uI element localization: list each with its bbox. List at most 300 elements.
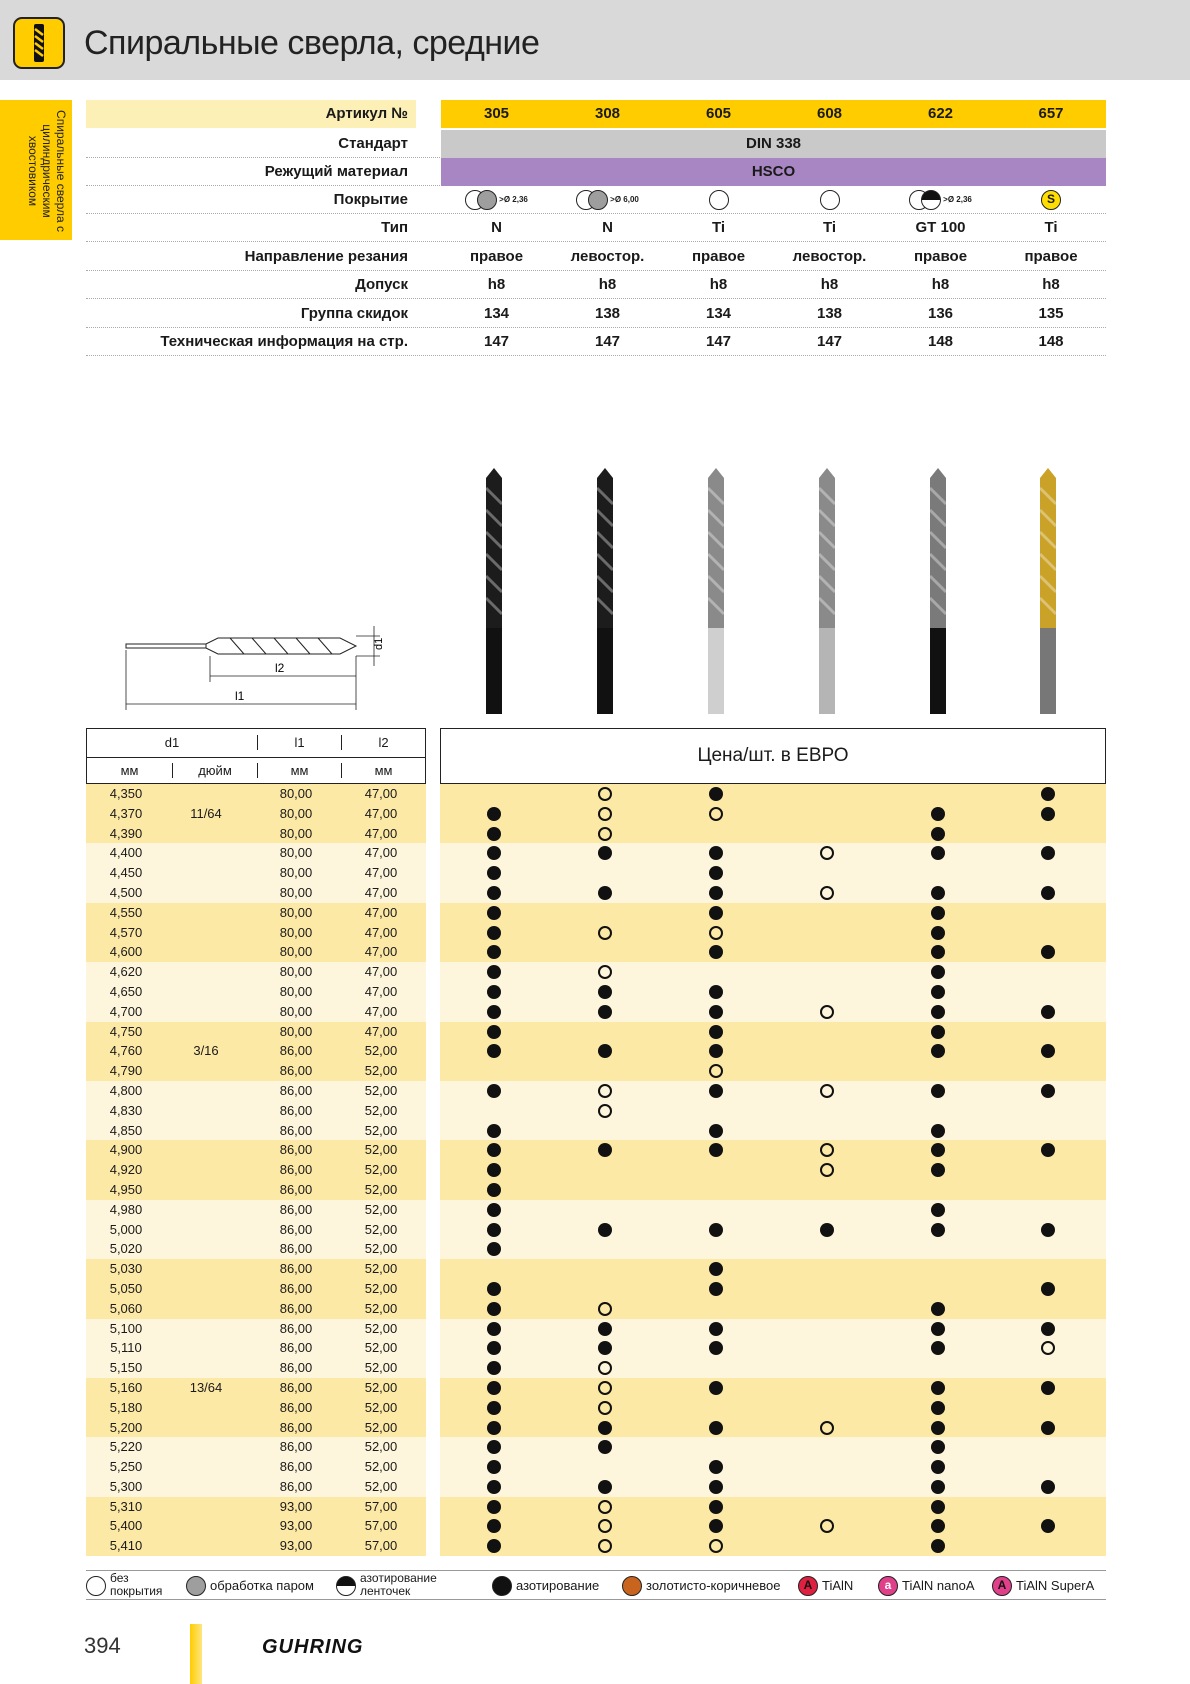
in-stock-dot-icon[interactable] — [487, 1401, 501, 1415]
length-l2: 52,00 — [364, 1478, 398, 1494]
in-stock-dot-icon[interactable] — [709, 1460, 723, 1474]
in-stock-dot-icon[interactable] — [598, 1480, 612, 1494]
in-stock-dot-icon[interactable] — [931, 1341, 945, 1355]
in-stock-dot-icon[interactable] — [709, 906, 723, 920]
table-row — [86, 883, 1106, 903]
in-stock-dot-icon[interactable] — [598, 1440, 612, 1454]
availability-cells — [440, 1041, 1106, 1061]
header-l2: l2 — [341, 735, 425, 750]
length-l2: 52,00 — [364, 1399, 398, 1415]
length-l2: 52,00 — [364, 1122, 398, 1138]
dimension-cells — [86, 1239, 426, 1259]
in-stock-dot-icon[interactable] — [931, 945, 945, 959]
dimension-cells — [86, 1319, 426, 1339]
available-circle-icon[interactable] — [598, 1104, 612, 1118]
availability-cells — [440, 843, 1106, 863]
in-stock-dot-icon[interactable] — [598, 886, 612, 900]
table-row — [86, 843, 1106, 863]
article-308[interactable]: 308 — [552, 100, 663, 128]
diameter-mm: 4,800 — [109, 1082, 143, 1098]
in-stock-dot-icon[interactable] — [487, 965, 501, 979]
length-l2: 47,00 — [364, 983, 398, 999]
l1-label: l1 — [235, 689, 245, 703]
table-row — [86, 1516, 1106, 1536]
diameter-mm: 4,700 — [109, 1003, 143, 1019]
table-row — [86, 1259, 1106, 1279]
in-stock-dot-icon[interactable] — [1041, 1480, 1055, 1494]
in-stock-dot-icon[interactable] — [931, 906, 945, 920]
table-row — [86, 1338, 1106, 1358]
unit-d1-mm: мм — [120, 763, 139, 778]
table-row — [86, 1200, 1106, 1220]
in-stock-dot-icon[interactable] — [598, 985, 612, 999]
dimension-cells — [86, 1516, 426, 1536]
dimension-cells — [86, 863, 426, 883]
available-circle-icon[interactable] — [598, 807, 612, 821]
availability-cells — [440, 1358, 1106, 1378]
diameter-mm: 5,160 — [109, 1379, 143, 1395]
availability-cells — [440, 1101, 1106, 1121]
length-l2: 52,00 — [364, 1043, 398, 1059]
spec-row-coating — [86, 186, 1106, 214]
land-nitrided-icon — [921, 190, 941, 210]
in-stock-dot-icon[interactable] — [709, 1044, 723, 1058]
length-l1: 86,00 — [279, 1280, 313, 1296]
in-stock-dot-icon[interactable] — [931, 807, 945, 821]
in-stock-dot-icon[interactable] — [709, 1421, 723, 1435]
discount-657: 135 — [1038, 305, 1064, 322]
spec-label-standard: Стандарт — [338, 135, 408, 152]
spec-label-techinfo: Техническая информация на стр. — [160, 333, 408, 350]
in-stock-dot-icon[interactable] — [487, 1421, 501, 1435]
length-l2: 52,00 — [364, 1102, 398, 1118]
availability-cells — [440, 942, 1106, 962]
availability-cells — [440, 1319, 1106, 1339]
in-stock-dot-icon[interactable] — [487, 1242, 501, 1256]
in-stock-dot-icon[interactable] — [487, 1124, 501, 1138]
uncoated-icon — [820, 190, 840, 210]
availability-cells — [440, 1457, 1106, 1477]
length-l2: 52,00 — [364, 1082, 398, 1098]
techinfo-608[interactable]: 147 — [816, 333, 843, 350]
in-stock-dot-icon[interactable] — [487, 827, 501, 841]
in-stock-dot-icon[interactable] — [931, 1005, 945, 1019]
article-622[interactable]: 622 — [885, 100, 996, 128]
uncoated-icon — [86, 1576, 106, 1596]
available-circle-icon[interactable] — [820, 1163, 834, 1177]
table-row — [86, 923, 1106, 943]
tolerance-605: h8 — [709, 276, 728, 293]
in-stock-dot-icon[interactable] — [487, 926, 501, 940]
dimension-cells — [86, 962, 426, 982]
available-circle-icon[interactable] — [598, 1381, 612, 1395]
in-stock-dot-icon[interactable] — [598, 1143, 612, 1157]
in-stock-dot-icon[interactable] — [709, 1005, 723, 1019]
in-stock-dot-icon[interactable] — [1041, 807, 1055, 821]
diameter-mm: 4,620 — [109, 964, 143, 980]
in-stock-dot-icon[interactable] — [598, 1223, 612, 1237]
length-l2: 47,00 — [364, 1023, 398, 1039]
tolerance-622: h8 — [931, 276, 950, 293]
available-circle-icon[interactable] — [820, 1143, 834, 1157]
diameter-mm: 4,760 — [109, 1043, 143, 1059]
in-stock-dot-icon[interactable] — [1041, 1421, 1055, 1435]
spec-row-article — [86, 100, 1106, 128]
in-stock-dot-icon[interactable] — [487, 1005, 501, 1019]
in-stock-dot-icon[interactable] — [598, 1341, 612, 1355]
available-circle-icon[interactable] — [598, 787, 612, 801]
in-stock-dot-icon[interactable] — [1041, 1044, 1055, 1058]
length-l1: 80,00 — [279, 964, 313, 980]
length-l1: 86,00 — [279, 1181, 313, 1197]
in-stock-dot-icon[interactable] — [931, 1203, 945, 1217]
in-stock-dot-icon[interactable] — [709, 1500, 723, 1514]
drill-image — [928, 468, 948, 719]
available-circle-icon[interactable] — [820, 1005, 834, 1019]
in-stock-dot-icon[interactable] — [709, 985, 723, 999]
in-stock-dot-icon[interactable] — [931, 1500, 945, 1514]
legend-golden-label: золотисто-коричневое — [646, 1578, 781, 1593]
article-657[interactable]: 657 — [996, 100, 1106, 128]
length-l2: 47,00 — [364, 786, 398, 801]
in-stock-dot-icon[interactable] — [709, 1143, 723, 1157]
in-stock-dot-icon[interactable] — [931, 1519, 945, 1533]
techinfo-622[interactable]: 148 — [927, 333, 954, 350]
in-stock-dot-icon[interactable] — [1041, 787, 1055, 801]
steam-treated-icon — [186, 1576, 206, 1596]
in-stock-dot-icon[interactable] — [709, 1223, 723, 1237]
length-l1: 80,00 — [279, 924, 313, 940]
available-circle-icon[interactable] — [598, 1401, 612, 1415]
dimension-cells — [86, 923, 426, 943]
in-stock-dot-icon[interactable] — [709, 787, 723, 801]
available-circle-icon[interactable] — [709, 807, 723, 821]
in-stock-dot-icon[interactable] — [709, 1282, 723, 1296]
available-circle-icon[interactable] — [709, 1064, 723, 1078]
in-stock-dot-icon[interactable] — [487, 1203, 501, 1217]
in-stock-dot-icon[interactable] — [931, 1480, 945, 1494]
in-stock-dot-icon[interactable] — [709, 1322, 723, 1336]
techinfo-605[interactable]: 147 — [705, 333, 732, 350]
in-stock-dot-icon[interactable] — [487, 1539, 501, 1553]
length-l2: 52,00 — [364, 1142, 398, 1158]
available-circle-icon[interactable] — [598, 1500, 612, 1514]
spec-label-type: Тип — [381, 219, 408, 236]
diameter-mm: 4,450 — [109, 865, 143, 881]
in-stock-dot-icon[interactable] — [931, 985, 945, 999]
diameter-mm: 5,250 — [109, 1459, 143, 1475]
length-l2: 52,00 — [364, 1439, 398, 1455]
in-stock-dot-icon[interactable] — [487, 807, 501, 821]
diameter-mm: 4,790 — [109, 1063, 143, 1079]
length-l1: 86,00 — [279, 1221, 313, 1237]
in-stock-dot-icon[interactable] — [487, 1519, 501, 1533]
in-stock-dot-icon[interactable] — [931, 1401, 945, 1415]
in-stock-dot-icon[interactable] — [1041, 1084, 1055, 1098]
in-stock-dot-icon[interactable] — [931, 1025, 945, 1039]
in-stock-dot-icon[interactable] — [1041, 846, 1055, 860]
direction-605: правое — [691, 248, 746, 265]
dimension-cells — [86, 1061, 426, 1081]
available-circle-icon[interactable] — [709, 1539, 723, 1553]
length-l1: 86,00 — [279, 1142, 313, 1158]
in-stock-dot-icon[interactable] — [487, 846, 501, 860]
in-stock-dot-icon[interactable] — [487, 1341, 501, 1355]
in-stock-dot-icon[interactable] — [931, 1440, 945, 1454]
in-stock-dot-icon[interactable] — [487, 1084, 501, 1098]
in-stock-dot-icon[interactable] — [709, 866, 723, 880]
discount-608: 138 — [816, 305, 843, 322]
in-stock-dot-icon[interactable] — [487, 1025, 501, 1039]
drill-image — [1038, 468, 1058, 719]
techinfo-657[interactable]: 148 — [1038, 333, 1064, 350]
diameter-mm: 5,030 — [109, 1261, 143, 1277]
length-l2: 47,00 — [364, 1003, 398, 1019]
in-stock-dot-icon[interactable] — [931, 1322, 945, 1336]
in-stock-dot-icon[interactable] — [1041, 1005, 1055, 1019]
length-l2: 47,00 — [364, 845, 398, 861]
dimension-cells — [86, 1338, 426, 1358]
price-header — [440, 728, 1106, 784]
coating-605 — [663, 186, 774, 214]
in-stock-dot-icon[interactable] — [487, 886, 501, 900]
table-row — [86, 1061, 1106, 1081]
in-stock-dot-icon[interactable] — [487, 866, 501, 880]
in-stock-dot-icon[interactable] — [487, 1143, 501, 1157]
dimension-cells — [86, 1299, 426, 1319]
table-row — [86, 1239, 1106, 1259]
in-stock-dot-icon[interactable] — [487, 1480, 501, 1494]
table-row — [86, 903, 1106, 923]
available-circle-icon[interactable] — [820, 846, 834, 860]
table-row — [86, 1220, 1106, 1240]
diameter-mm: 5,410 — [109, 1538, 143, 1554]
in-stock-dot-icon[interactable] — [1041, 945, 1055, 959]
article-605[interactable]: 605 — [663, 100, 774, 128]
available-circle-icon[interactable] — [598, 1361, 612, 1375]
diameter-mm: 4,920 — [109, 1162, 143, 1178]
in-stock-dot-icon[interactable] — [487, 1282, 501, 1296]
footer-accent-bar — [190, 1624, 202, 1684]
in-stock-dot-icon[interactable] — [1041, 1519, 1055, 1533]
in-stock-dot-icon[interactable] — [931, 1381, 945, 1395]
in-stock-dot-icon[interactable] — [1041, 1322, 1055, 1336]
in-stock-dot-icon[interactable] — [931, 1539, 945, 1553]
dimension-cells — [86, 1437, 426, 1457]
length-l2: 52,00 — [364, 1300, 398, 1316]
length-l1: 86,00 — [279, 1419, 313, 1435]
techinfo-308[interactable]: 147 — [594, 333, 621, 350]
available-circle-icon[interactable] — [598, 926, 612, 940]
in-stock-dot-icon[interactable] — [487, 1044, 501, 1058]
in-stock-dot-icon[interactable] — [931, 1302, 945, 1316]
in-stock-dot-icon[interactable] — [931, 1084, 945, 1098]
availability-cells — [440, 863, 1106, 883]
dimension-cells — [86, 1160, 426, 1180]
in-stock-dot-icon[interactable] — [931, 1163, 945, 1177]
available-circle-icon[interactable] — [598, 1539, 612, 1553]
in-stock-dot-icon[interactable] — [709, 846, 723, 860]
length-l2: 57,00 — [364, 1518, 398, 1534]
in-stock-dot-icon[interactable] — [709, 1519, 723, 1533]
coating-305 — [441, 186, 552, 214]
in-stock-dot-icon[interactable] — [487, 1163, 501, 1177]
in-stock-dot-icon[interactable] — [1041, 1143, 1055, 1157]
diameter-mm: 5,150 — [109, 1360, 143, 1376]
length-l1: 86,00 — [279, 1082, 313, 1098]
length-l1: 86,00 — [279, 1379, 313, 1395]
in-stock-dot-icon[interactable] — [487, 906, 501, 920]
available-circle-icon[interactable] — [709, 926, 723, 940]
techinfo-305[interactable]: 147 — [483, 333, 510, 350]
in-stock-dot-icon[interactable] — [931, 846, 945, 860]
in-stock-dot-icon[interactable] — [487, 1322, 501, 1336]
length-l1: 80,00 — [279, 1003, 313, 1019]
table-row — [86, 1319, 1106, 1339]
dimension-cells — [86, 1022, 426, 1042]
in-stock-dot-icon[interactable] — [931, 1124, 945, 1138]
in-stock-dot-icon[interactable] — [487, 1381, 501, 1395]
in-stock-dot-icon[interactable] — [931, 1044, 945, 1058]
in-stock-dot-icon[interactable] — [931, 886, 945, 900]
in-stock-dot-icon[interactable] — [931, 1421, 945, 1435]
available-circle-icon[interactable] — [598, 1084, 612, 1098]
dimension-cells — [86, 1041, 426, 1061]
in-stock-dot-icon[interactable] — [931, 965, 945, 979]
available-circle-icon[interactable] — [820, 886, 834, 900]
length-l1: 86,00 — [279, 1360, 313, 1376]
available-circle-icon[interactable] — [1041, 1341, 1055, 1355]
in-stock-dot-icon[interactable] — [709, 1124, 723, 1138]
in-stock-dot-icon[interactable] — [931, 926, 945, 940]
dimension-cells — [86, 1140, 426, 1160]
diameter-mm: 4,600 — [109, 944, 143, 960]
in-stock-dot-icon[interactable] — [487, 1500, 501, 1514]
in-stock-dot-icon[interactable] — [931, 827, 945, 841]
dimension-cells — [86, 1398, 426, 1418]
in-stock-dot-icon[interactable] — [487, 1361, 501, 1375]
in-stock-dot-icon[interactable] — [1041, 1223, 1055, 1237]
available-circle-icon[interactable] — [820, 1421, 834, 1435]
length-l1: 80,00 — [279, 786, 313, 801]
material-value: HSCO — [441, 158, 1106, 186]
in-stock-dot-icon[interactable] — [709, 945, 723, 959]
in-stock-dot-icon[interactable] — [487, 1183, 501, 1197]
diameter-inch: 13/64 — [189, 1379, 223, 1395]
in-stock-dot-icon[interactable] — [487, 945, 501, 959]
availability-cells — [440, 1279, 1106, 1299]
dimension-cells — [86, 1497, 426, 1517]
in-stock-dot-icon[interactable] — [709, 1262, 723, 1276]
article-608[interactable]: 608 — [774, 100, 885, 128]
length-l2: 52,00 — [364, 1221, 398, 1237]
availability-cells — [440, 1160, 1106, 1180]
diameter-mm: 5,180 — [109, 1399, 143, 1415]
in-stock-dot-icon[interactable] — [709, 1084, 723, 1098]
article-305[interactable]: 305 — [441, 100, 552, 128]
discount-308: 138 — [594, 305, 621, 322]
availability-cells — [440, 883, 1106, 903]
dimension-cells — [86, 883, 426, 903]
in-stock-dot-icon[interactable] — [1041, 1381, 1055, 1395]
availability-cells — [440, 1121, 1106, 1141]
length-l1: 80,00 — [279, 983, 313, 999]
in-stock-dot-icon[interactable] — [487, 1223, 501, 1237]
available-circle-icon[interactable] — [820, 1084, 834, 1098]
diameter-mm: 4,850 — [109, 1122, 143, 1138]
availability-cells — [440, 1477, 1106, 1497]
in-stock-dot-icon[interactable] — [598, 1005, 612, 1019]
in-stock-dot-icon[interactable] — [931, 1460, 945, 1474]
in-stock-dot-icon[interactable] — [598, 1421, 612, 1435]
in-stock-dot-icon[interactable] — [598, 1044, 612, 1058]
diameter-mm: 4,370 — [109, 805, 143, 821]
dimension-cells — [86, 1279, 426, 1299]
availability-cells — [440, 1536, 1106, 1556]
in-stock-dot-icon[interactable] — [709, 886, 723, 900]
dimension-cells — [86, 1457, 426, 1477]
available-circle-icon[interactable] — [820, 1519, 834, 1533]
availability-cells — [440, 1200, 1106, 1220]
dimension-cells — [86, 903, 426, 923]
length-l2: 57,00 — [364, 1538, 398, 1554]
in-stock-dot-icon[interactable] — [709, 1480, 723, 1494]
coating-legend — [86, 1570, 1106, 1600]
in-stock-dot-icon[interactable] — [709, 1341, 723, 1355]
diameter-mm: 4,830 — [109, 1102, 143, 1118]
availability-cells — [440, 1220, 1106, 1240]
table-row — [86, 804, 1106, 824]
in-stock-dot-icon[interactable] — [931, 1143, 945, 1157]
available-circle-icon[interactable] — [598, 827, 612, 841]
diameter-mm: 5,050 — [109, 1280, 143, 1296]
available-circle-icon[interactable] — [598, 1302, 612, 1316]
dimension-cells — [86, 982, 426, 1002]
type-622: GT 100 — [915, 219, 966, 236]
diameter-mm: 4,950 — [109, 1181, 143, 1197]
in-stock-dot-icon[interactable] — [709, 1025, 723, 1039]
length-l1: 86,00 — [279, 1043, 313, 1059]
table-row — [86, 824, 1106, 844]
in-stock-dot-icon[interactable] — [931, 1223, 945, 1237]
in-stock-dot-icon[interactable] — [487, 1302, 501, 1316]
length-l1: 86,00 — [279, 1320, 313, 1336]
chapter-tab[interactable] — [0, 100, 72, 240]
length-l2: 47,00 — [364, 825, 398, 841]
in-stock-dot-icon[interactable] — [487, 1440, 501, 1454]
availability-cells — [440, 804, 1106, 824]
in-stock-dot-icon[interactable] — [1041, 886, 1055, 900]
table-row — [86, 1180, 1106, 1200]
in-stock-dot-icon[interactable] — [487, 1460, 501, 1474]
legend-nitrided-label: азотирование — [516, 1578, 600, 1593]
availability-cells — [440, 1516, 1106, 1536]
in-stock-dot-icon[interactable] — [487, 985, 501, 999]
in-stock-dot-icon[interactable] — [709, 1381, 723, 1395]
in-stock-dot-icon[interactable] — [598, 1322, 612, 1336]
coating-657 — [996, 186, 1106, 214]
in-stock-dot-icon[interactable] — [1041, 1282, 1055, 1296]
availability-cells — [440, 1081, 1106, 1101]
table-row — [86, 1279, 1106, 1299]
available-circle-icon[interactable] — [598, 1519, 612, 1533]
available-circle-icon[interactable] — [598, 965, 612, 979]
in-stock-dot-icon[interactable] — [598, 846, 612, 860]
drill-image — [817, 468, 837, 719]
length-l1: 86,00 — [279, 1459, 313, 1475]
spec-row-standard — [86, 130, 1106, 158]
in-stock-dot-icon[interactable] — [820, 1223, 834, 1237]
